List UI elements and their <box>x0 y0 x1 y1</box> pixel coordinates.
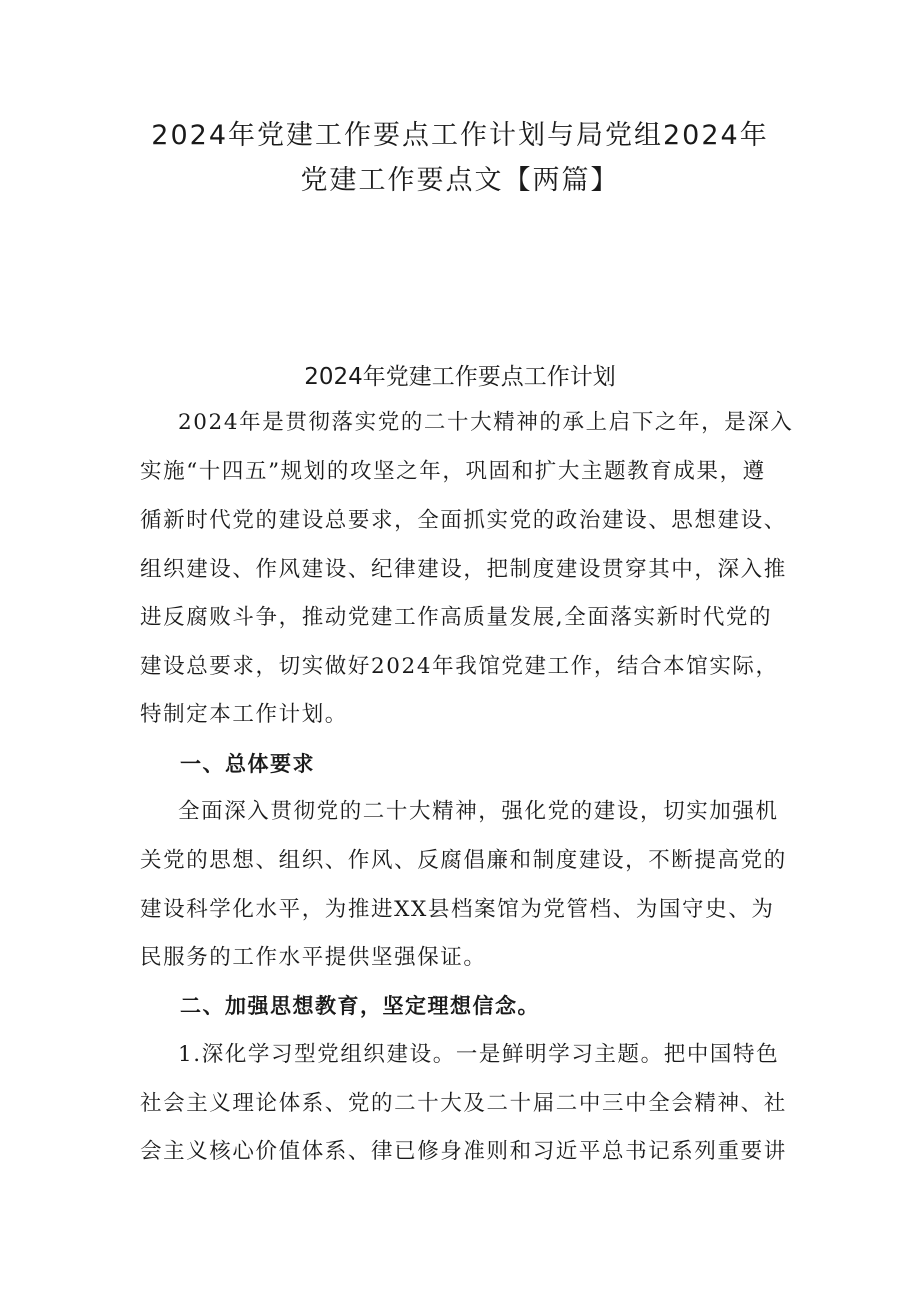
para-1-line-4: 民服务的工作水平提供坚强保证。 <box>140 945 487 970</box>
intro-line-5: 进反腐败斗争，推动党建工作高质量发展,全面落实新时代党的 <box>140 605 773 630</box>
para-1-line-2: 关党的思想、组织、作风、反腐倡廉和制度建设，不断提高党的 <box>140 848 787 873</box>
intro-line-2: 实施“十四五”规划的攻坚之年，巩固和扩大主题教育成果，遵 <box>140 459 766 484</box>
intro-line-6: 建设总要求，切实做好2024年我馆党建工作，结合本馆实际， <box>140 654 779 679</box>
heading-general-requirements: 一、总体要求 <box>180 752 315 776</box>
section-title: 2024年党建工作要点工作计划 <box>304 364 616 390</box>
intro-line-7: 特制定本工作计划。 <box>140 702 348 727</box>
intro-line-3: 循新时代党的建设总要求，全面抓实党的政治建设、思想建设、 <box>140 508 787 533</box>
document-title-line-2: 党建工作要点文【两篇】 <box>300 165 620 196</box>
heading-ideological-education: 二、加强思想教育，坚定理想信念。 <box>180 994 540 1018</box>
intro-line-1: 2024年是贯彻落实党的二十大精神的承上启下之年，是深入 <box>178 410 794 435</box>
document-title-line-1: 2024年党建工作要点工作计划与局党组2024年 <box>151 120 769 151</box>
para-2-line-1: 1.深化学习型党组织建设。一是鲜明学习主题。把中国特色 <box>178 1042 780 1067</box>
para-1-line-1: 全面深入贯彻党的二十大精神，强化党的建设，切实加强机 <box>178 799 779 824</box>
para-1-line-3: 建设科学化水平，为推进XX县档案馆为党管档、为国守史、为 <box>140 897 775 922</box>
intro-line-4: 组织建设、作风建设、纪律建设，把制度建设贯穿其中，深入推 <box>140 557 787 582</box>
para-2-line-3: 会主义核心价值体系、律已修身准则和习近平总书记系列重要讲 <box>140 1139 787 1164</box>
para-2-line-2: 社会主义理论体系、党的二十大及二十届二中三中全会精神、社 <box>140 1091 787 1116</box>
